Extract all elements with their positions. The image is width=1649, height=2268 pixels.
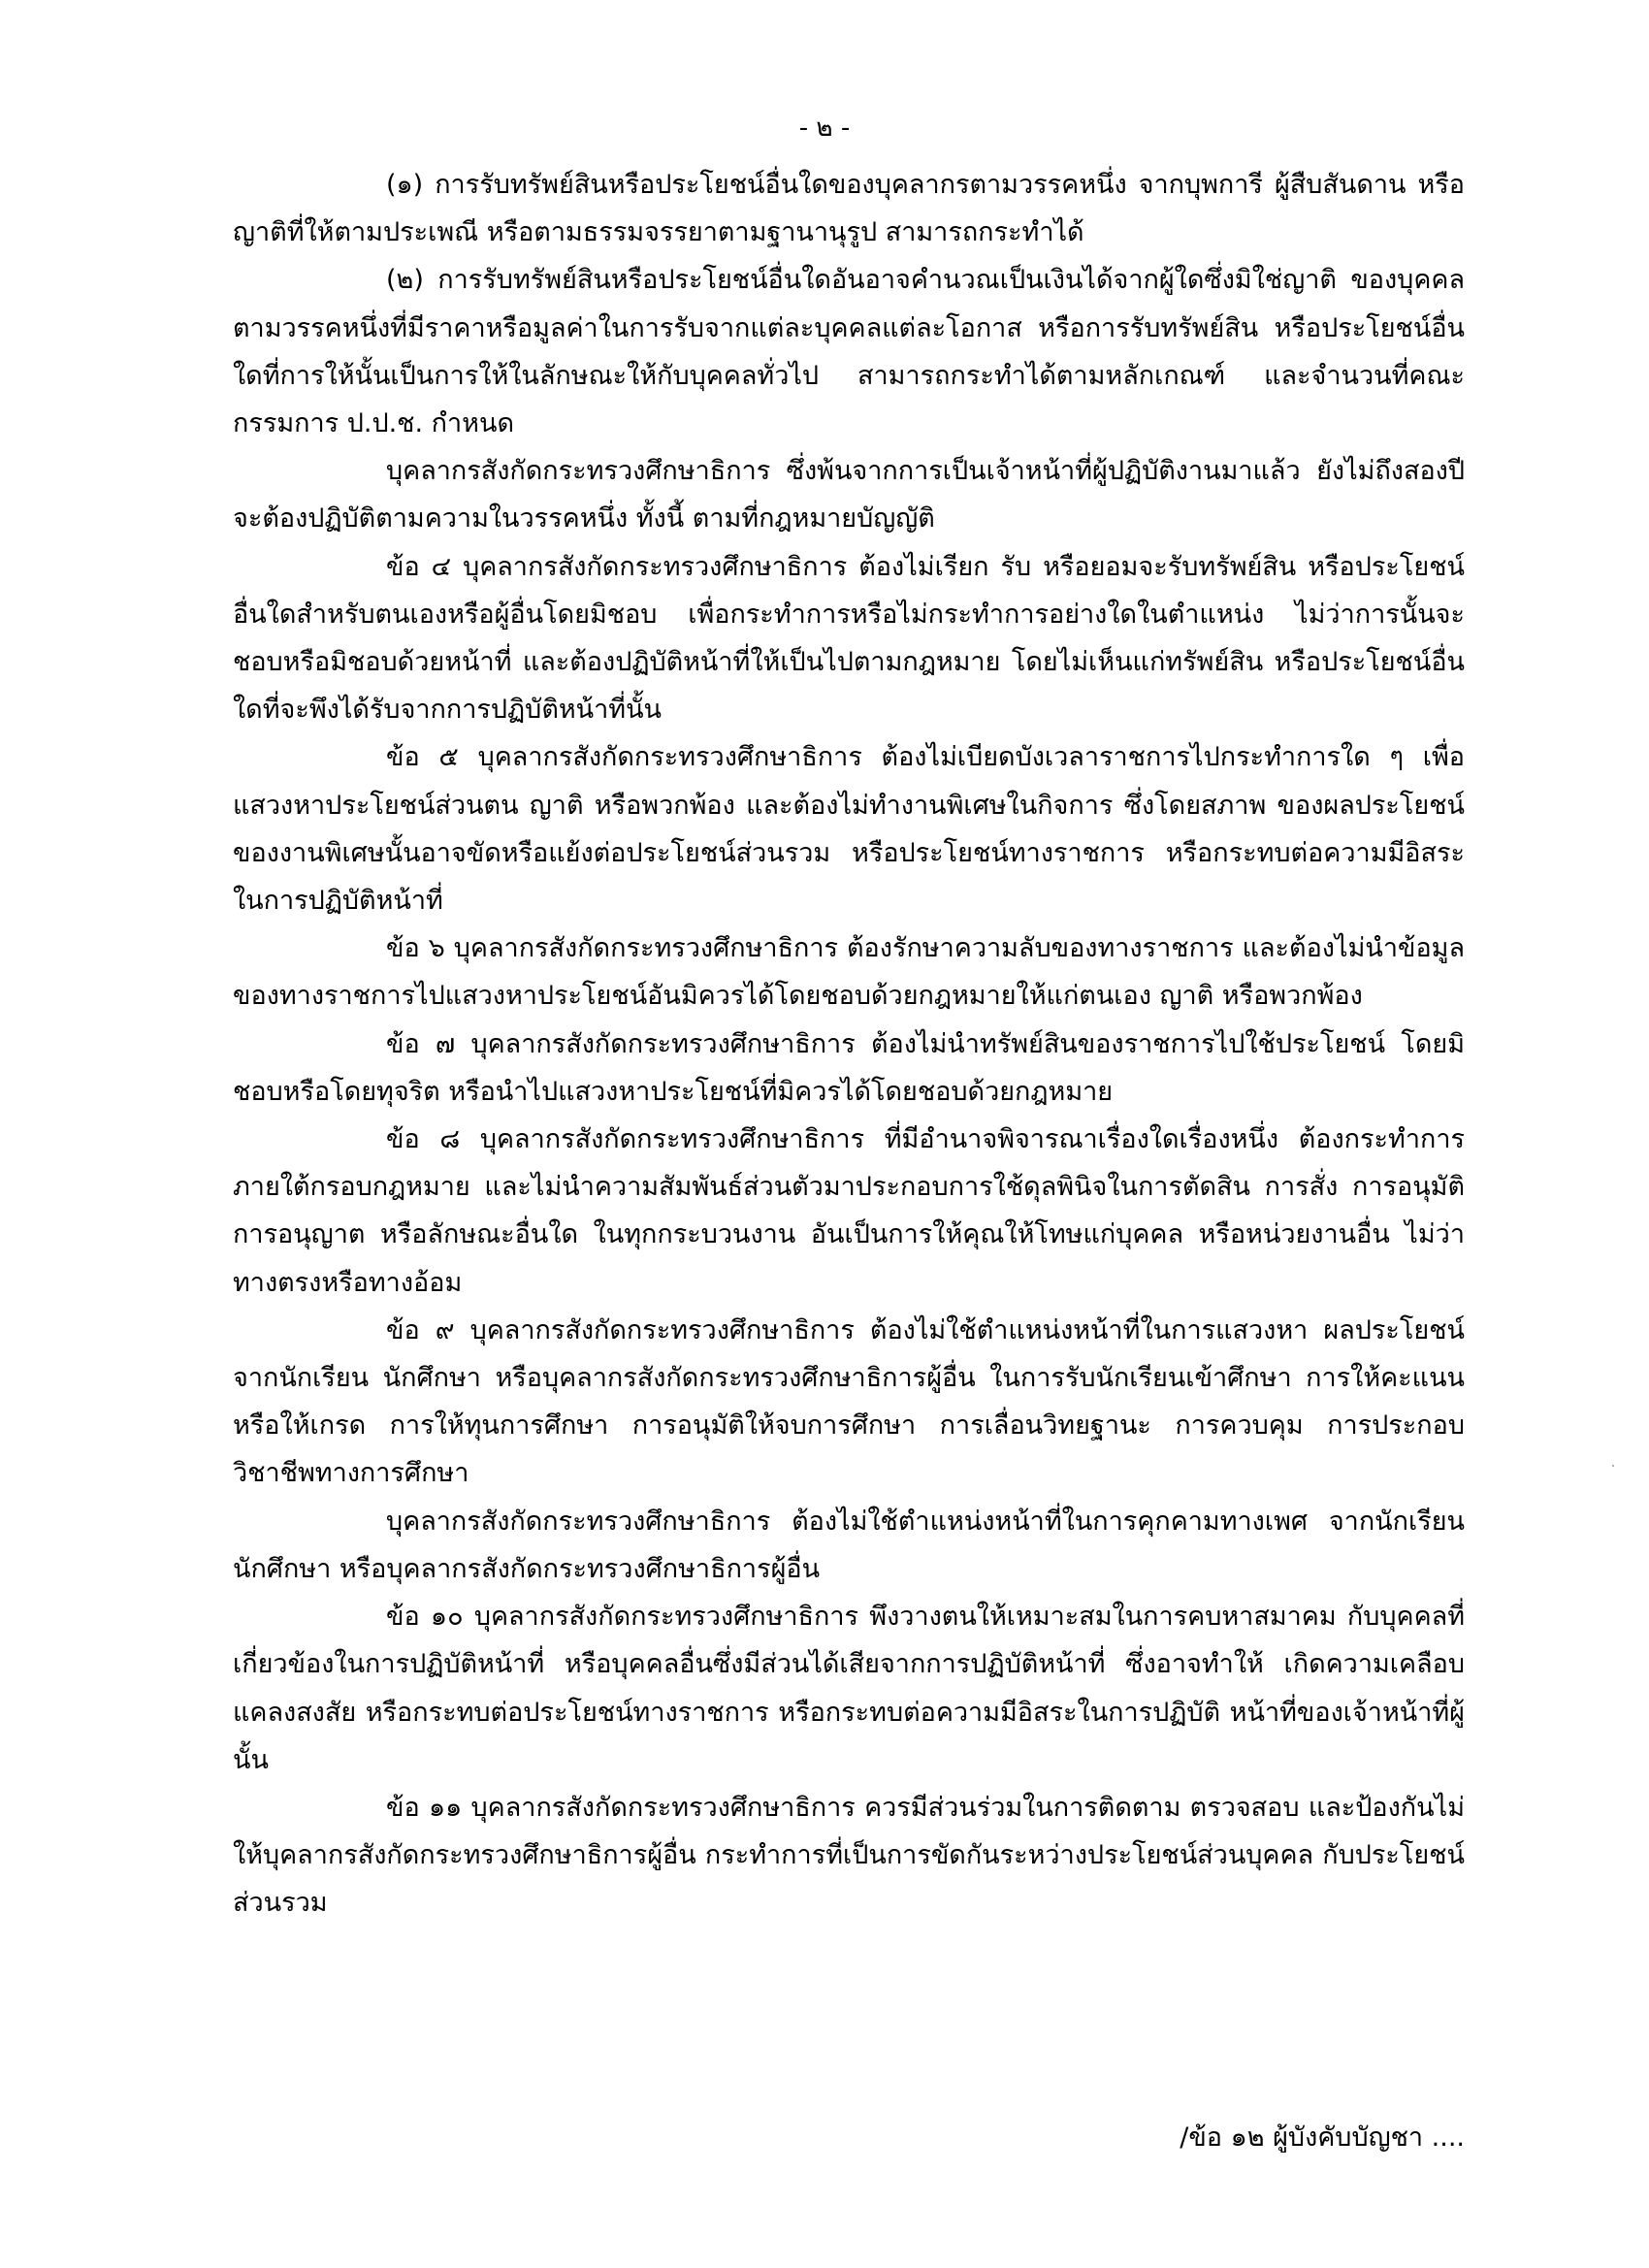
document-body (233, 161, 1465, 1928)
paragraph-section-8: ข้อ ๘ บุคลากรสังกัดกระทรวงศึกษาธิการ ที่มีอำนาจพิจารณาเรื่องใดเรื่องหนึ่ง ต้องกระทำการภายใต้กรอบกฎหมาย และไม่นำความสัมพันธ์ส่วนตัวมาประกอบการใช้ดุลพินิจในการตัดสิน การสั่ง การอนุมัติ การอนุญาต หรือลักษณะอื่นใด ในทุกกระบวนงาน อันเป็นการให้คุณให้โทษแก่บุคคล หรือหน่วยงานอื่น ไม่ว่าทางตรงหรือทางอ้อม (233, 1124, 1465, 1298)
paragraph-item-2: (๒) การรับทรัพย์สินหรือประโยชน์อื่นใดอันอาจคำนวณเป็นเงินได้จากผู้ใดซึ่งมิใช่ญาติ ของบุคคลตามวรรคหนึ่งที่มีราคาหรือมูลค่าในการรับจากแต่ละบุคคลแต่ละโอกาส หรือการรับทรัพย์สิน หรือประโยชน์อื่นใดที่การให้นั้นเป็นการให้ในลักษณะให้กับบุคคลทั่วไป สามารถกระทำได้ตามหลักเกณฑ์ และจำนวนที่คณะกรรมการ ป.ป.ช. กำหนด (233, 265, 1465, 439)
paragraph-sexual-harassment: บุคลากรสังกัดกระทรวงศึกษาธิการ ต้องไม่ใช้ตำแหน่งหน้าที่ในการคุกคามทางเพศ จากนักเรียน นักศึกษา หรือบุคลากรสังกัดกระทรวงศึกษาธิการผู้อื่น (233, 1506, 1465, 1584)
paragraph-former-officer: บุคลากรสังกัดกระทรวงศึกษาธิการ ซึ่งพ้นจากการเป็นเจ้าหน้าที่ผู้ปฏิบัติงานมาแล้ว ยังไม่ถึงสองปี จะต้องปฏิบัติตามความในวรรคหนึ่ง ทั้งนี้ ตามที่กฎหมายบัญญัติ (233, 456, 1465, 535)
paragraph-section-6: ข้อ ๖ บุคลากรสังกัดกระทรวงศึกษาธิการ ต้องรักษาความลับของทางราชการ และต้องไม่นำข้อมูล ของทางราชการไปแสวงหาประโยชน์อันมิควรได้โดยชอบด้วยกฎหมายให้แก่ตนเอง ญาติ หรือพวกพ้อง (233, 933, 1465, 1012)
paragraph-item-1: (๑) การรับทรัพย์สินหรือประโยชน์อื่นใดของบุคลากรตามวรรคหนึ่ง จากบุพการี ผู้สืบสันดาน หรือญาติที่ให้ตามประเพณี หรือตามธรรมจรรยาตามฐานานุรูป สามารถกระทำได้ (233, 170, 1465, 248)
paragraph-section-4: ข้อ ๔ บุคลากรสังกัดกระทรวงศึกษาธิการ ต้องไม่เรียก รับ หรือยอมจะรับทรัพย์สิน หรือประโยชน์อื่นใดสำหรับตนเองหรือผู้อื่นโดยมิชอบ เพื่อกระทำการหรือไม่กระทำการอย่างใดในตำแหน่ง ไม่ว่าการนั้นจะชอบหรือมิชอบด้วยหน้าที่ และต้องปฏิบัติหน้าที่ให้เป็นไปตามกฎหมาย โดยไม่เห็นแก่ทรัพย์สิน หรือประโยชน์อื่นใดที่จะพึงได้รับจากการปฏิบัติหน้าที่นั้น (233, 551, 1465, 726)
continuation-note: /ข้อ ๑๒ ผู้บังคับบัญชา .... (1180, 2122, 1465, 2153)
paragraph-section-7: ข้อ ๗ บุคลากรสังกัดกระทรวงศึกษาธิการ ต้องไม่นำทรัพย์สินของราชการไปใช้ประโยชน์ โดยมิชอบหรือโดยทุจริต หรือนำไปแสวงหาประโยชน์ที่มิควรได้โดยชอบด้วยกฎหมาย (233, 1028, 1465, 1107)
page-number: - ๒ - (798, 113, 851, 143)
paragraph-section-9: ข้อ ๙ บุคลากรสังกัดกระทรวงศึกษาธิการ ต้องไม่ใช้ตำแหน่งหน้าที่ในการแสวงหา ผลประโยชน์จากนักเรียน นักศึกษา หรือบุคลากรสังกัดกระทรวงศึกษาธิการผู้อื่น ในการรับนักเรียนเข้าศึกษา การให้คะแนนหรือให้เกรด การให้ทุนการศึกษา การอนุมัติให้จบการศึกษา การเลื่อนวิทยฐานะ การควบคุม การประกอบวิชาชีพทางการศึกษา (233, 1314, 1465, 1489)
scan-speck (1612, 1465, 1614, 1467)
paragraph-section-11: ข้อ ๑๑ บุคลากรสังกัดกระทรวงศึกษาธิการ ควรมีส่วนร่วมในการติดตาม ตรวจสอบ และป้องกันไม่ให้บุคลากรสังกัดกระทรวงศึกษาธิการผู้อื่น กระทำการที่เป็นการขัดกันระหว่างประโยชน์ส่วนบุคคล กับประโยชน์ส่วนรวม (233, 1792, 1465, 1919)
paragraph-section-10: ข้อ ๑๐ บุคลากรสังกัดกระทรวงศึกษาธิการ พึงวางตนให้เหมาะสมในการคบหาสมาคม กับบุคคลที่เกี่ยวข้องในการปฏิบัติหน้าที่ หรือบุคคลอื่นซึ่งมีส่วนได้เสียจากการปฏิบัติหน้าที่ ซึ่งอาจทำให้ เกิดความเคลือบแคลงสงสัย หรือกระทบต่อประโยชน์ทางราชการ หรือกระทบต่อความมีอิสระในการปฏิบัติ หน้าที่ของเจ้าหน้าที่ผู้นั้น (233, 1602, 1465, 1775)
paragraph-section-5: ข้อ ๕ บุคลากรสังกัดกระทรวงศึกษาธิการ ต้องไม่เบียดบังเวลาราชการไปกระทำการใด ๆ เพื่อแสวงหาประโยชน์ส่วนตน ญาติ หรือพวกพ้อง และต้องไม่ทำงานพิเศษในกิจการ ซึ่งโดยสภาพ ของผลประโยชน์ของงานพิเศษนั้นอาจขัดหรือแย้งต่อประโยชน์ส่วนรวม หรือประโยชน์ทางราชการ หรือกระทบต่อความมีอิสระในการปฏิบัติหน้าที่ (233, 742, 1465, 917)
